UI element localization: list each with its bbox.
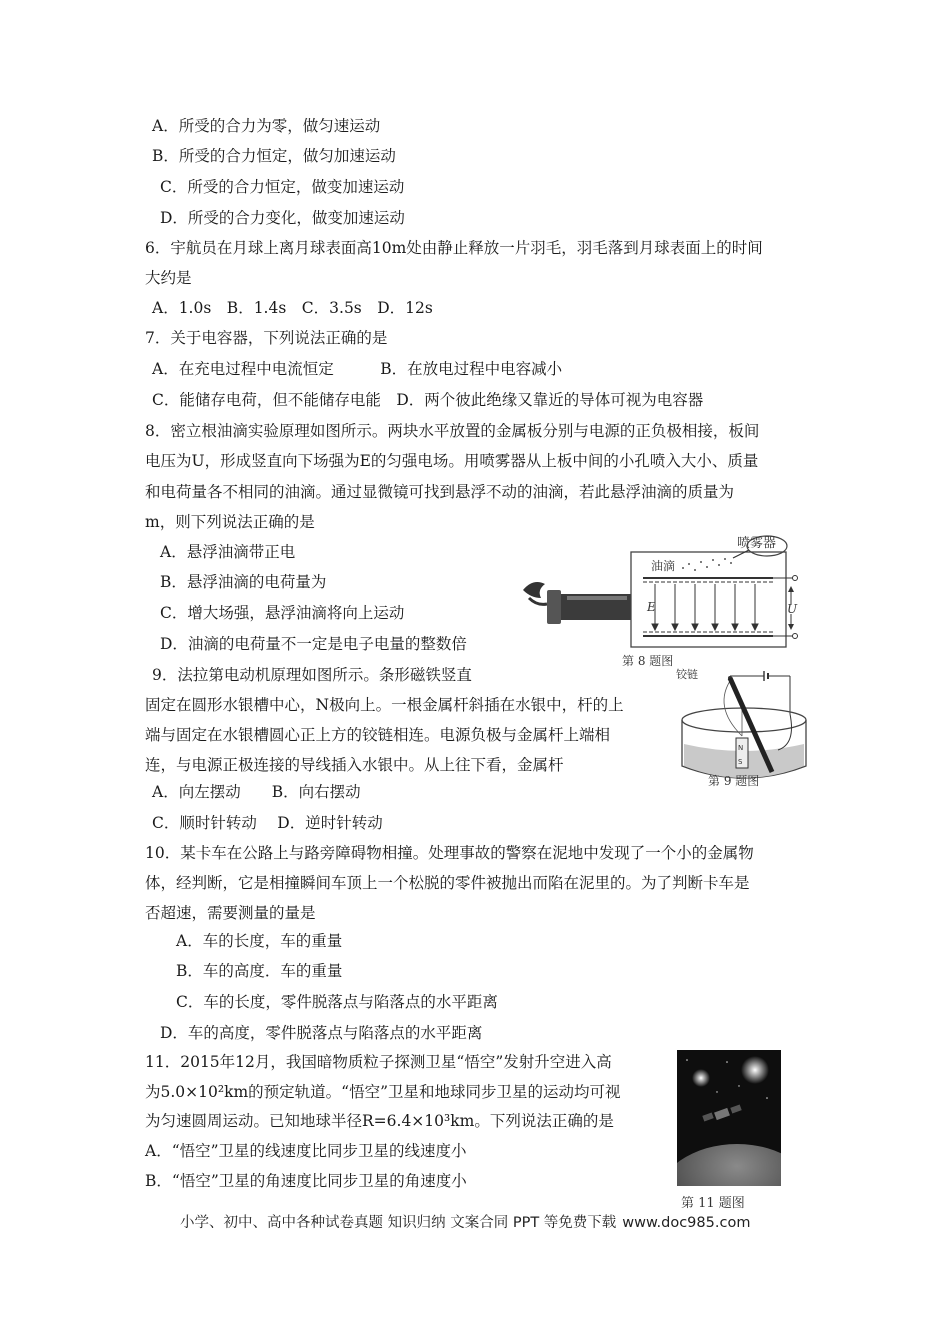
- q10-stem-line-1: 10．某卡车在公路上与路旁障碍物相撞。处理事故的警察在泥地中发现了一个小的金属物: [145, 844, 754, 862]
- q8-figure: [515, 532, 805, 672]
- q9-options-ab: A．向左摆动 B．向右摆动: [152, 783, 361, 801]
- svg-text:S: S: [738, 758, 743, 766]
- q8-option-b: B．悬浮油滴的电荷量为: [160, 573, 327, 591]
- q11-stem-line-3: 为匀速圆周运动。已知地球半径R=6.4×10³km。下列说法正确的是: [145, 1112, 614, 1130]
- q9-figure-caption: 第 9 题图: [708, 774, 760, 788]
- millikan-apparatus-diagram: [515, 532, 805, 672]
- q7-options-ab: A．在充电过程中电流恒定 B．在放电过程中电容减小: [152, 360, 563, 378]
- q11-option-b: B．“悟空”卫星的角速度比同步卫星的角速度小: [145, 1172, 467, 1190]
- footer: [180, 1211, 750, 1232]
- q8-stem-line-2: 电压为U，形成竖直向下场强为E的匀强电场。用喷雾器从上板中间的小孔喷入大小、质量: [145, 452, 759, 470]
- q5-option-a: A．所受的合力为零，做匀速运动: [152, 117, 381, 135]
- q8-stem-line-4: m，则下列说法正确的是: [145, 513, 315, 531]
- q9-stem-line-1: 9．法拉第电动机原理如图所示。条形磁铁竖直: [152, 666, 472, 684]
- microscope-eyepiece: [547, 590, 561, 624]
- q10-stem-line-2: 体，经判断，它是相撞瞬间车顶上一个松脱的零件被抛出而陷在泥里的。为了判断卡车是: [145, 874, 750, 892]
- q10-option-d: D．车的高度，零件脱落点与陷落点的水平距离: [160, 1024, 483, 1042]
- q11-stem-line-2: 为5.0×10²km的预定轨道。“悟空”卫星和地球同步卫星的运动均可视: [145, 1083, 621, 1101]
- footer-url[interactable]: www.doc985.com: [622, 1215, 751, 1231]
- q11-figure: [677, 1050, 781, 1210]
- q8-option-c: C．增大场强，悬浮油滴将向上运动: [160, 604, 405, 622]
- q9-stem-line-3: 端与固定在水银槽圆心正上方的铰链相连。电源负极与金属杆上端相: [145, 726, 611, 744]
- footer-text: 小学、初中、高中各种试卷真题 知识归纳 文案合同 PPT 等免费下载: [180, 1215, 617, 1231]
- sprayer-nozzle: [733, 550, 749, 558]
- eye-icon: [523, 582, 545, 598]
- q8-figure-caption: 第 8 题图: [622, 654, 674, 668]
- q6-stem-line-1: 6．宇航员在月球上离月球表面高10m处由静止释放一片羽毛，羽毛落到月球表面上的时间: [145, 239, 763, 257]
- q9-stem-line-2: 固定在圆形水银槽中心，N极向上。一根金属杆斜插在水银中，杆的上: [145, 696, 624, 714]
- voltage-u-label: U: [787, 602, 798, 616]
- q11-option-a: A．“悟空”卫星的线速度比同步卫星的线速度小: [145, 1142, 467, 1160]
- q10-option-a: A．车的长度，车的重量: [176, 932, 343, 950]
- q11-figure-caption: 第 11 题图: [681, 1196, 745, 1211]
- q7-stem: 7．关于电容器，下列说法正确的是: [145, 329, 388, 347]
- q7-options-cd: C．能储存电荷，但不能储存电能 D．两个彼此绝缘又靠近的导体可视为电容器: [152, 391, 704, 409]
- q9-options-cd: C．顺时针转动 D．逆时针转动: [152, 814, 383, 832]
- sun-glow: [741, 1056, 769, 1084]
- q9-stem-line-4: 连，与电源正极连接的导线插入水银中。从上往下看，金属杆: [145, 756, 564, 774]
- oil-droplets: [682, 558, 732, 571]
- sprayer-label: 喷雾器: [737, 536, 777, 551]
- oil-drop-label: 油滴: [651, 559, 676, 573]
- field-arrows: [652, 584, 758, 630]
- q10-stem-line-3: 否超速，需要测量的量是: [145, 904, 316, 922]
- svg-text:N: N: [738, 744, 744, 752]
- field-e-label: E: [647, 600, 656, 614]
- q5-option-b: B．所受的合力恒定，做匀加速运动: [152, 147, 396, 165]
- q6-options: A．1.0s B．1.4s C．3.5s D．12s: [152, 299, 433, 317]
- q8-option-a: A．悬浮油滴带正电: [160, 543, 296, 561]
- q8-stem-line-3: 和电荷量各不相同的油滴。通过显微镜可找到悬浮不动的油滴，若此悬浮油滴的质量为: [145, 483, 735, 501]
- q5-option-d: D．所受的合力变化，做变加速运动: [160, 209, 405, 227]
- q10-option-b: B．车的高度．车的重量: [176, 962, 343, 980]
- satellite-photo: [677, 1050, 781, 1186]
- q10-option-c: C．车的长度，零件脱落点与陷落点的水平距离: [176, 993, 498, 1011]
- q9-figure: [672, 662, 817, 790]
- q6-stem-line-2: 大约是: [145, 269, 192, 287]
- q5-option-c: C．所受的合力恒定，做变加速运动: [160, 178, 405, 196]
- q8-stem-line-1: 8．密立根油滴实验原理如图所示。两块水平放置的金属板分别与电源的正负极相接，板间: [145, 422, 760, 440]
- hinge-label: 铰链: [676, 668, 698, 681]
- q8-option-d: D．油滴的电荷量不一定是电子电量的整数倍: [160, 635, 467, 653]
- q11-stem-line-1: 11．2015年12月，我国暗物质粒子探测卫星“悟空”发射升空进入高: [145, 1053, 612, 1071]
